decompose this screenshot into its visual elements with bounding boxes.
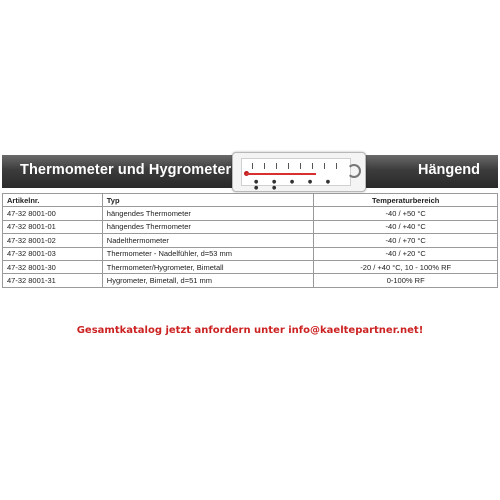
thermometer-scale: ● ● ● ● ● ● ● (241, 158, 351, 186)
table-row (3, 247, 498, 260)
cell-artikelnr: 47-32 8001-31 (3, 274, 103, 287)
cell-typ: Thermometer/Hygrometer, Bimetall (102, 260, 314, 273)
cell-artikelnr: 47-32 8001-01 (3, 220, 103, 233)
cell-temperaturbereich: -40 / +20 °C (314, 247, 498, 260)
cell-artikelnr: 47-32 8001-03 (3, 247, 103, 260)
column-header-typ: Typ (102, 194, 314, 207)
hanging-thermometer-image (232, 152, 366, 192)
page-title: Thermometer und Hygrometer (20, 162, 232, 178)
cell-temperaturbereich: 0-100% RF (314, 274, 498, 287)
catalog-request-note: Gesamtkatalog jetzt anfordern unter info@kaeltepartner.net! (76, 325, 424, 336)
cell-artikelnr: 47-32 8001-00 (3, 207, 103, 220)
column-header-artikelnr: Artikelnr. (3, 194, 103, 207)
table-row (3, 274, 498, 287)
hook-icon (347, 164, 361, 178)
cell-temperaturbereich: -20 / +40 °C, 10 - 100% RF (314, 260, 498, 273)
cell-artikelnr: 47-32 8001-30 (3, 260, 103, 273)
table-row (3, 220, 498, 233)
table-row (3, 260, 498, 273)
column-header-temperaturbereich: Temperaturbereich (314, 194, 498, 207)
table-row (3, 234, 498, 247)
category-label: Hängend (417, 162, 480, 178)
table-header-row (3, 194, 498, 207)
cell-artikelnr: 47-32 8001-02 (3, 234, 103, 247)
cell-temperaturbereich: -40 / +40 °C (314, 220, 498, 233)
product-table (2, 193, 498, 288)
cell-temperaturbereich: -40 / +70 °C (314, 234, 498, 247)
table-row (3, 207, 498, 220)
cell-typ: hängendes Thermometer (102, 207, 314, 220)
cell-typ: Hygrometer, Bimetall, d=51 mm (102, 274, 314, 287)
cell-typ: Nadelthermometer (102, 234, 314, 247)
cell-typ: hängendes Thermometer (102, 220, 314, 233)
cell-temperaturbereich: -40 / +50 °C (314, 207, 498, 220)
cell-typ: Thermometer - Nadelfühler, d=53 mm (102, 247, 314, 260)
